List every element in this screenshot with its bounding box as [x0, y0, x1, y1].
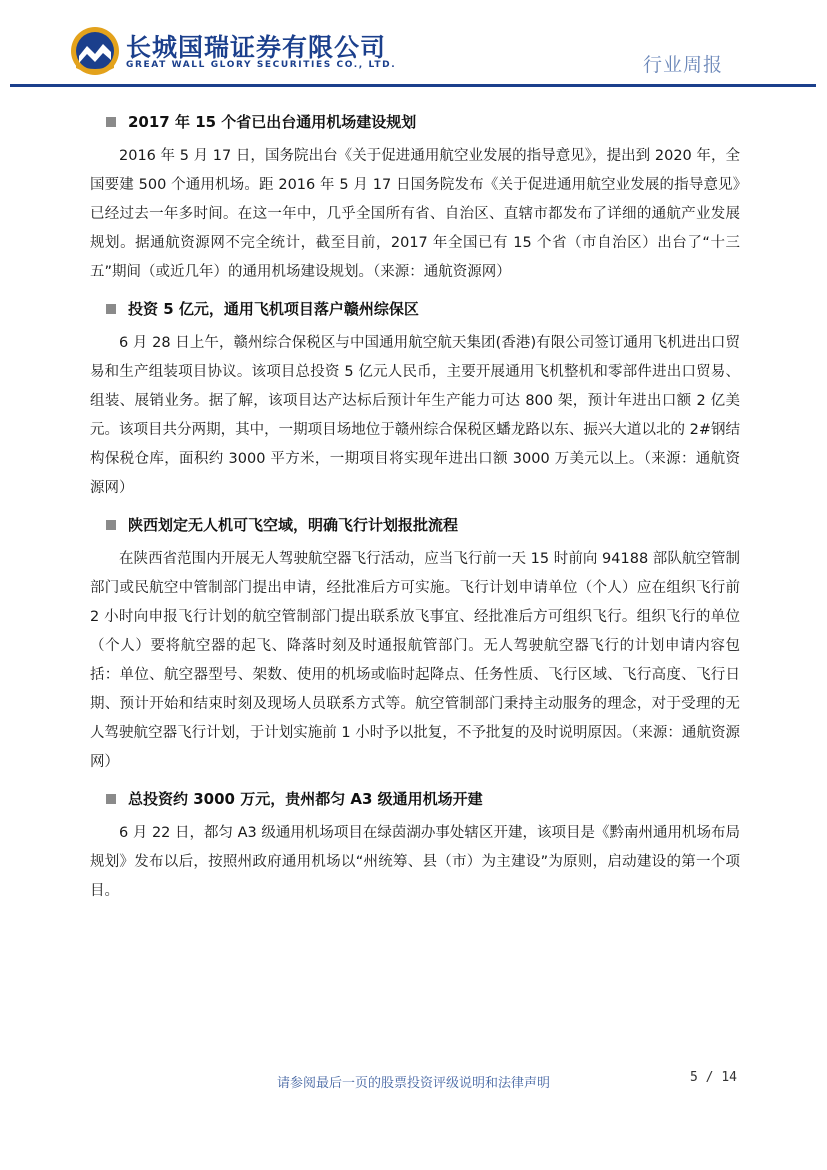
page-number: 5 / 14	[690, 1070, 737, 1085]
section-heading-text: 总投资约 3000 万元，贵州都匀 A3 级通用机场开建	[128, 790, 483, 808]
section-paragraph: 2016 年 5 月 17 日，国务院出台《关于促进通用航空业发展的指导意见》，提出到 2020 年，全国要建 500 个通用机场。距 2016 年 5 月 17 日国务院发布《关于促进通用航空业发展的指导意见》已经过去一年多时间。在这一年中，几乎全国所有省、自治区、直辖市都发布了详细的通航产业发展规划。据通航资源网不完全统计，截至目前，2017 年全国已有 15 个省（市自治区）出台了“十三五”期间（或近几年）的通用机场建设规划。（来源：通航资源网）	[90, 148, 740, 280]
company-name-cn: 长城国瑞证券有限公司	[126, 33, 387, 62]
square-bullet-icon	[106, 794, 116, 804]
legal-disclaimer-link[interactable]: 请参阅最后一页的股票投资评级说明和法律声明	[276, 1076, 550, 1091]
article-body	[90, 104, 740, 910]
page-header	[0, 0, 827, 90]
section-paragraph: 6 月 28 日上午，赣州综合保税区与中国通用航空航天集团(香港)有限公司签订通用飞机进出口贸易和生产组装项目协议。该项目总投资 5 亿元人民币，主要开展通用飞机整机和零部件进出口贸易、组装、展销业务。据了解，该项目达产达标后预计年生产能力可达 800 架，预计年进出口额 2 亿美元。该项目共分两期，其中，一期项目场地位于赣州综合保税区蟠龙路以东、振兴大道以北的 2#钢结构保税仓库，面积约 3000 平方米，一期项目将实现年进出口额 3000 万美元以上。（来源：通航资源网）	[90, 335, 740, 496]
square-bullet-icon	[106, 117, 116, 127]
section-heading-text: 投资 5 亿元，通用飞机项目落户赣州综保区	[128, 300, 419, 318]
news-section	[90, 781, 740, 906]
company-name-en: GREAT WALL GLORY SECURITIES CO., LTD.	[126, 60, 397, 70]
news-section	[90, 507, 740, 777]
section-heading	[90, 104, 740, 140]
news-section	[90, 104, 740, 287]
section-heading-text: 2017 年 15 个省已出台通用机场建设规划	[128, 113, 417, 131]
header-divider	[10, 84, 816, 87]
section-heading	[90, 291, 740, 327]
section-heading	[90, 781, 740, 817]
report-type-label: 行业周报	[642, 54, 723, 76]
section-heading-text: 陕西划定无人机可飞空域，明确飞行计划报批流程	[128, 516, 459, 534]
company-logo-icon	[70, 26, 120, 76]
section-paragraph: 6 月 22 日，都匀 A3 级通用机场项目在绿茵湖办事处辖区开建，该项目是《黔南州通用机场布局规划》发布以后，按照州政府通用机场以“州统筹、县（市）为主建设”为原则，启动建设的第一个项目。	[90, 825, 740, 899]
square-bullet-icon	[106, 520, 116, 530]
section-heading	[90, 507, 740, 543]
section-paragraph: 在陕西省范围内开展无人驾驶航空器飞行活动，应当飞行前一天 15 时前向 94188 部队航空管制部门或民航空中管制部门提出申请，经批准后方可实施。飞行计划申请单位（个人）应在组织飞行前 2 小时向申报飞行计划的航空管制部门提出联系放飞事宜、经批准后方可组织飞行。组织飞行的单位（个人）要将航空器的起飞、降落时刻及时通报航管部门。无人驾驶航空器飞行的计划申请内容包括：单位、航空器型号、架数、使用的机场或临时起降点、任务性质、飞行区域、飞行高度、飞行日期、预计开始和结束时刻及现场人员联系方式等。航空管制部门秉持主动服务的理念，对于受理的无人驾驶航空器飞行计划，于计划实施前 1 小时予以批复，不予批复的及时说明原因。（来源：通航资源网）	[90, 551, 740, 770]
square-bullet-icon	[106, 304, 116, 314]
news-section	[90, 291, 740, 503]
